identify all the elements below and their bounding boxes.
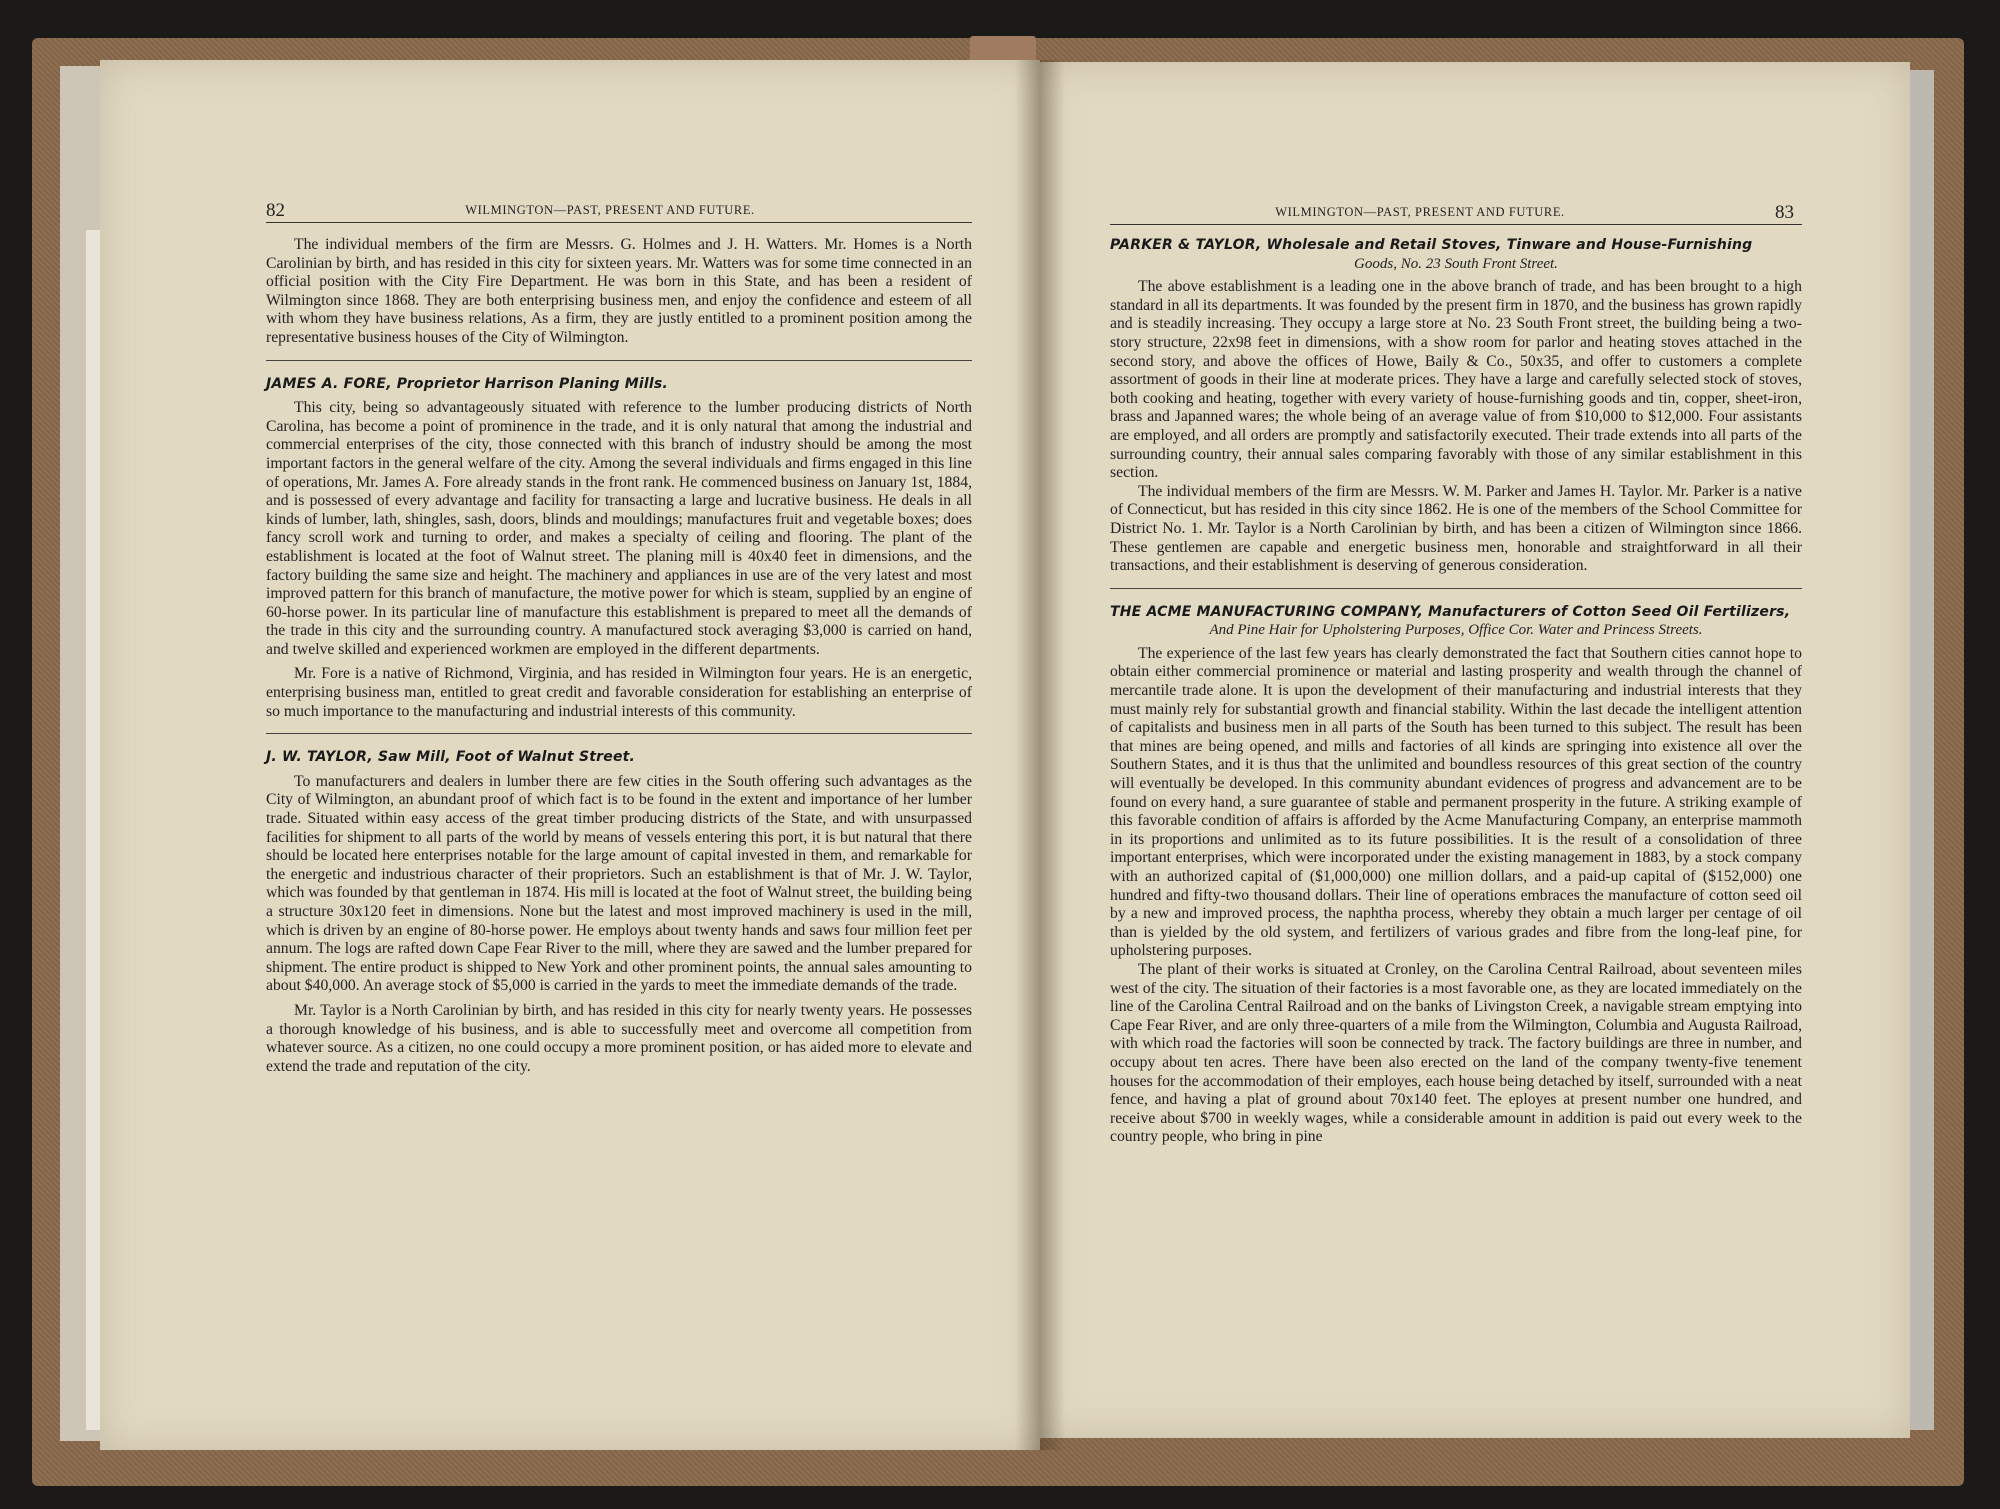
right-column bbox=[1110, 236, 1802, 1147]
parker-paragraph-1: The above establishment is a leading one in the above branch of trade, and has been brought to a high standard in all its departments. It was founded by the present firm in 1870, and the business has grown rapidly and is steadily increasing. They occupy a large store at No. 23 South Front street, the building being a two-story structure, 22x98 feet in dimensions, with a show room for parlor and heating stoves attached in the second story, and above the offices of Howe, Baily & Co., 50x35, and offer to customers a complete assortment of goods in their line at moderate prices. They have a large and carefully selected stock of stoves, both cooking and heating, together with every variety of house-furnishing goods and tin, copper, sheet-iron, brass and Japanned wares; the whole being of an average value of from $10,000 to $12,000. Four assistants are employed, and all orders are promptly and satisfactorily executed. Their trade extends into all parts of the surrounding country, their annual sales comparing favorably with those of any similar establishment in this section. bbox=[1110, 278, 1802, 482]
intro-paragraph: The individual members of the firm are Messrs. G. Holmes and J. H. Watters. Mr. Homes is a North Carolinian by birth, and has resided in this city for sixteen years. Mr. Watters was for some time connected in an official position with the City Fire Department. He was born in this State, and has been a resident of Wilmington since 1868. They are both enterprising business men, and enjoy the confidence and esteem of all with whom they have business relations, As a firm, they are justly entitled to a prominent position among the representative business houses of the City of Wilmington. bbox=[266, 236, 972, 346]
taylor-paragraph-1: To manufacturers and dealers in lumber there are few cities in the South offering such advantages as the City of Wilmington, an abundant proof of which fact is to be found in the extent and importance of her lumber trade. Situated within easy access of the great timber producing districts of the State, and with unsurpassed facilities for shipment to all parts of the world by means of vessels entering this port, it is but natural that there should be located here enterprises notable for the large amount of capital invested in them, and remarkable for the energetic and industrious character of their proprietors. Such an establishment is that of Mr. J. W. Taylor, which was founded by that gentleman in 1874. His mill is located at the foot of Walnut street, the building being a structure 30x120 feet in dimensions. None but the latest and most improved machinery is used in the mill, which is driven by an engine of 80-horse power. He employs about twenty hands and saws four million feet per annum. The logs are rafted down Cape Fear River to the mill, where they are sawed and the lumber prepared for shipment. The entire product is shipped to New York and other prominent points, the annual sales amounting to about $40,000. An average stock of $5,000 is carried in the yards to meet the immediate demands of the trade. bbox=[266, 772, 972, 995]
section-divider bbox=[1110, 588, 1802, 589]
right-running-head: WILMINGTON—PAST, PRESENT AND FUTURE. bbox=[1275, 205, 1565, 219]
right-page bbox=[1040, 62, 1910, 1438]
section-divider bbox=[266, 733, 972, 734]
section-subtitle-acme: And Pine Hair for Upholstering Purposes, Office Cor. Water and Princess Streets. bbox=[1209, 622, 1703, 639]
right-header-rule bbox=[1110, 224, 1802, 225]
left-column bbox=[266, 236, 972, 1076]
section-title-parker: PARKER & TAYLOR, Wholesale and Retail Stoves, Tinware and House-Furnishing bbox=[1110, 237, 1753, 253]
fore-paragraph-1: This city, being so advantageously situated with reference to the lumber producing districts of North Carolina, has become a point of prominence in the trade, and it is only natural that among the industrial and commercial enterprises of the city, those connected with this branch of industry should be among the most important factors in the general welfare of the city. Among the several individuals and firms engaged in this line of operations, Mr. James A. Fore already stands in the front rank. He commenced business on January 1st, 1884, and is possessed of every advantage and facility for transacting a large and lucrative business. He deals in all kinds of lumber, lath, shingles, sash, doors, blinds and mouldings; manufactures fruit and vegetable boxes; does fancy scroll work and turning to order, and makes a specialty of ceiling and flooring. The plant of the establishment is located at the foot of Walnut street. The planing mill is 40x40 feet in dimensions, and the factory building the same size and height. The machinery and appliances in use are of the very latest and most improved pattern for this branch of manufacture, the motive power for which is steam, supplied by an engine of 60-horse power. In its particular line of manufacture this establishment is prepared to meet all the demands of the trade in this city and the surrounding country. A manufactured stock averaging $3,000 is carried on hand, and twelve skilled and experienced workmen are employed in the different departments. bbox=[266, 399, 972, 658]
parker-paragraph-2: The individual members of the firm are Messrs. W. M. Parker and James H. Taylor. Mr. Parker is a native of Connecticut, but has resided in this city since 1862. He is one of the members of the School Committee for District No. 1. Mr. Taylor is a North Carolinian by birth, and has been a citizen of Wilmington since 1866. These gentlemen are capable and energetic business men, honorable and straightforward in all their transactions, and their establishment is deserving of generous consideration. bbox=[1110, 482, 1802, 575]
acme-paragraph-1: The experience of the last few years has clearly demonstrated the fact that Southern cities cannot hope to obtain either commercial prominence or material and lasting prosperity and wealth through the channel of mercantile trade alone. It is upon the development of their manufacturing and industrial interests that they must mainly rely for substantial growth and financial stability. Within the last decade the intelligent attention of capitalists and business men in all parts of the South has been turned to this subject. The result has been that mines are being opened, and mills and factories of all kinds are springing into existence all over the Southern States, and it is thus that the unlimited and boundless resources of this great section of the country will eventually be developed. In this community abundant evidences of progress and advancement are to be found on every hand, a sure guarantee of stable and permanent prosperity in the future. A striking example of this favorable condition of affairs is afforded by the Acme Manufacturing Company, an enterprise mammoth in its proportions and unlimited as to its future possibilities. It is the result of a consolidation of three important enterprises, which were incorporated under the existing management in 1883, by a stock company with an authorized capital of ($1,000,000) one million dollars, and a paid-up capital of ($152,000) one hundred and fifty-two thousand dollars. Their line of operations embraces the manufacture of cotton seed oil by a new and improved process, the naphtha process, whereby they obtain a much larger per centage of oil than is yielded by the old system, and fertilizers of various grades and fibre from the long-leaf pine, for upholstering purposes. bbox=[1110, 644, 1802, 960]
section-divider bbox=[266, 360, 972, 361]
section-title-fore: JAMES A. FORE, Proprietor Harrison Planing Mills. bbox=[266, 375, 668, 392]
acme-paragraph-2: The plant of their works is situated at Cronley, on the Carolina Central Railroad, about seventeen miles west of the city. The situation of their factories is a most favorable one, as they are located immediately on the line of the Carolina Central Railroad and on the banks of Livingston Creek, a navigable stream emptying into Cape Fear River, and are only three-quarters of a mile from the Wilmington, Columbia and Augusta Railroad, with which road the factories will soon be connected by track. The factory buildings are three in number, and occupy about ten acres. There have been also erected on the land of the company twenty-five tenement houses for the accommodation of their employes, each house being detached by itself, surrounded with a neat fence, and having a plat of ground about 70x140 feet. The eployes at present number one hundred, and receive about $700 in weekly wages, while a considerable amount in addition is paid out every week to the country people, who bring in pine bbox=[1110, 960, 1802, 1146]
book-gutter bbox=[1015, 60, 1065, 1450]
right-page-number: 83 bbox=[1775, 202, 1794, 223]
section-title-acme: THE ACME MANUFACTURING COMPANY, Manufacturers of Cotton Seed Oil Fertilizers, bbox=[1110, 603, 1791, 620]
taylor-paragraph-2: Mr. Taylor is a North Carolinian by birth, and has resided in this city for nearly twenty years. He possesses a thorough knowledge of his business, and is able to successfully meet and overcome all competition from whatever source. As a citizen, no one could occupy a more prominent position, or has aided more to elevate and extend the trade and reputation of the city. bbox=[266, 1001, 972, 1075]
left-page-number: 82 bbox=[266, 200, 285, 221]
left-page bbox=[100, 60, 1040, 1450]
section-subtitle-parker: Goods, No. 23 South Front Street. bbox=[1354, 255, 1558, 272]
left-header-rule bbox=[266, 222, 972, 223]
section-title-taylor: J. W. TAYLOR, Saw Mill, Foot of Walnut Street. bbox=[266, 749, 636, 766]
fore-paragraph-2: Mr. Fore is a native of Richmond, Virginia, and has resided in Wilmington four years. He is an energetic, enterprising business man, entitled to great credit and favorable consideration for establishing an enterprise of so much importance to the manufacturing and industrial interests of this community. bbox=[266, 665, 972, 720]
left-running-head: WILMINGTON—PAST, PRESENT AND FUTURE. bbox=[465, 203, 755, 217]
